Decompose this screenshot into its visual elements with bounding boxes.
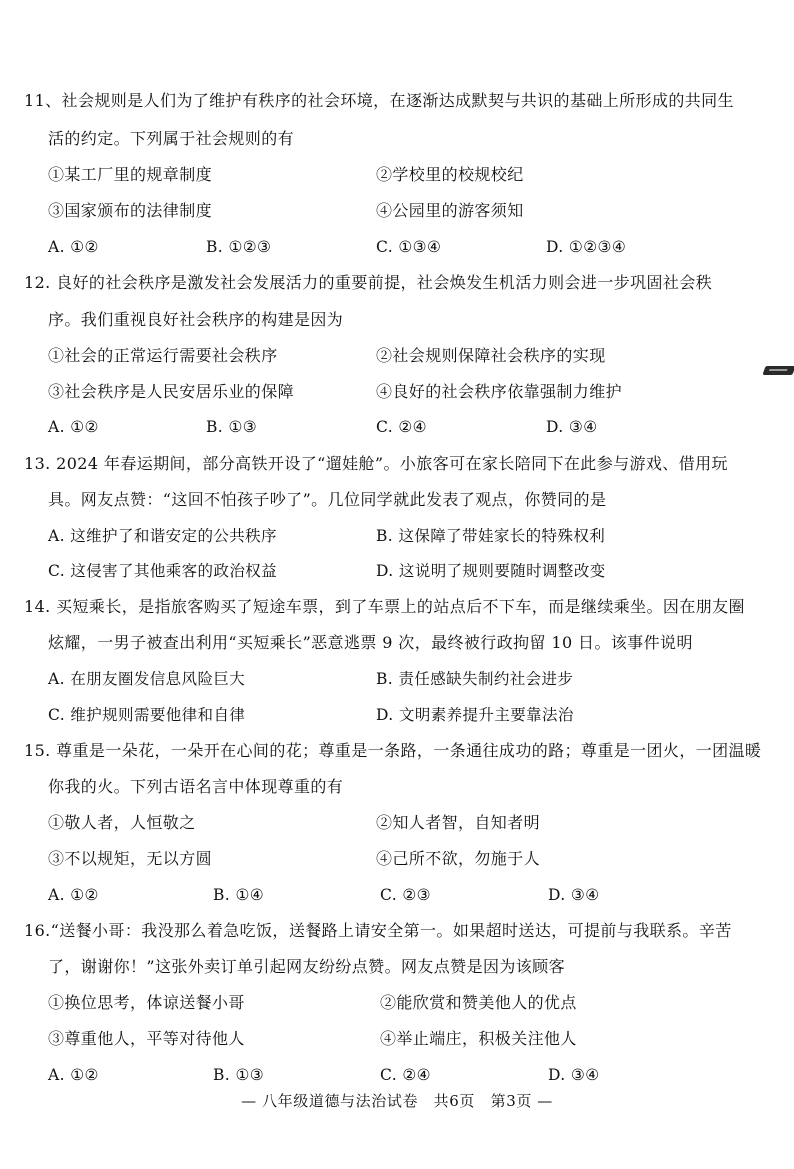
question-14-choice-b: B. 责任感缺失制约社会进步 — [376, 670, 574, 688]
question-11-choice-b: B. ①②③ — [206, 238, 272, 256]
question-16-item-1: ①换位思考，体谅送餐小哥 — [48, 993, 245, 1012]
question-15-item-1: ①敬人者，人恒敬之 — [48, 813, 196, 832]
question-11-stem-line-2: 活的约定。下列属于社会规则的有 — [48, 129, 295, 148]
question-14-choice-c: C. 维护规则需要他律和自律 — [48, 706, 246, 724]
question-12-item-1: ①社会的正常运行需要社会秩序 — [48, 346, 278, 365]
question-11-item-2: ②学校里的校规校纪 — [376, 165, 524, 184]
question-16-stem-line-2: 了，谢谢你！”这张外卖订单引起网友纷纷点赞。网友点赞是因为该顾客 — [48, 957, 565, 976]
question-15-item-2: ②知人者智，自知者明 — [376, 813, 541, 832]
page-footer: — 八年级道德与法治试卷 共6页 第3页 — — [241, 1092, 553, 1110]
scan-edge-mark — [762, 366, 794, 375]
question-12-stem-line-1: 12. 良好的社会秩序是激发社会发展活力的重要前提，社会焕发生机活力则会进一步巩固社会秩 — [24, 273, 713, 292]
question-11-choice-d: D. ①②③④ — [546, 238, 627, 256]
question-15-choice-d: D. ③④ — [548, 886, 600, 904]
question-11-choice-c: C. ①③④ — [376, 238, 442, 256]
question-15-stem-line-1: 15. 尊重是一朵花，一朵开在心间的花；尊重是一条路，一条通往成功的路；尊重是一团火，一团温暖 — [24, 741, 762, 760]
question-16-item-3: ③尊重他人，平等对待他人 — [48, 1029, 245, 1048]
question-14-stem-line-2: 炫耀，一男子被查出利用“买短乘长”恶意逃票 9 次，最终被行政拘留 10 日。该事件说明 — [48, 633, 693, 652]
question-14-choice-a: A. 在朋友圈发信息风险巨大 — [48, 670, 246, 688]
question-16-choice-d: D. ③④ — [548, 1066, 600, 1084]
question-16-stem-line-1: 16.“送餐小哥：我没那么着急吃饭，送餐路上请安全第一。如果超时送达，可提前与我联系。辛苦 — [24, 921, 732, 940]
question-16-item-4: ④举止端庄，积极关注他人 — [380, 1029, 577, 1048]
question-12-stem-line-2: 序。我们重视良好社会秩序的构建是因为 — [48, 310, 344, 329]
question-15-item-4: ④己所不欲，勿施于人 — [376, 849, 541, 868]
question-16-choice-c: C. ②④ — [380, 1066, 431, 1084]
question-11-item-4: ④公园里的游客须知 — [376, 201, 524, 220]
question-12-item-2: ②社会规则保障社会秩序的实现 — [376, 346, 606, 365]
question-11-item-3: ③国家颁布的法律制度 — [48, 201, 213, 220]
question-14-stem-line-1: 14. 买短乘长，是指旅客购买了短途车票，到了车票上的站点后不下车，而是继续乘坐。因在朋友圈 — [24, 597, 745, 616]
question-12-choice-c: C. ②④ — [376, 418, 427, 436]
question-15-choice-c: C. ②③ — [380, 886, 431, 904]
question-15-choice-b: B. ①④ — [213, 886, 265, 904]
question-13-choice-d: D. 这说明了规则要随时调整改变 — [376, 562, 606, 580]
question-11-item-1: ①某工厂里的规章制度 — [48, 165, 213, 184]
question-12-choice-d: D. ③④ — [546, 418, 598, 436]
question-15-choice-a: A. ①② — [48, 886, 99, 904]
question-16-item-2: ②能欣赏和赞美他人的优点 — [380, 993, 577, 1012]
question-14-choice-d: D. 文明素养提升主要靠法治 — [376, 706, 574, 724]
question-13-stem-line-2: 具。网友点赞：“这回不怕孩子吵了”。几位同学就此发表了观点，你赞同的是 — [48, 490, 607, 509]
question-12-choice-b: B. ①③ — [206, 418, 258, 436]
question-11-stem-line-1: 11、社会规则是人们为了维护有秩序的社会环境，在逐渐达成默契与共识的基础上所形成的共同生 — [24, 91, 734, 110]
question-13-choice-a: A. 这维护了和谐安定的公共秩序 — [48, 527, 277, 545]
question-12-choice-a: A. ①② — [48, 418, 99, 436]
question-16-choice-a: A. ①② — [48, 1066, 99, 1084]
question-15-item-3: ③不以规矩，无以方圆 — [48, 849, 213, 868]
question-13-stem-line-1: 13. 2024 年春运期间，部分高铁开设了“遛娃舱”。小旅客可在家长陪同下在此参与游戏、借用玩 — [24, 454, 728, 473]
question-12-item-3: ③社会秩序是人民安居乐业的保障 — [48, 382, 295, 401]
question-13-choice-c: C. 这侵害了其他乘客的政治权益 — [48, 562, 278, 580]
question-13-choice-b: B. 这保障了带娃家长的特殊权利 — [376, 527, 606, 545]
question-12-item-4: ④良好的社会秩序依靠强制力维护 — [376, 382, 623, 401]
question-15-stem-line-2: 你我的火。下列古语名言中体现尊重的有 — [48, 777, 344, 796]
question-16-choice-b: B. ①③ — [213, 1066, 265, 1084]
question-11-choice-a: A. ①② — [48, 238, 99, 256]
